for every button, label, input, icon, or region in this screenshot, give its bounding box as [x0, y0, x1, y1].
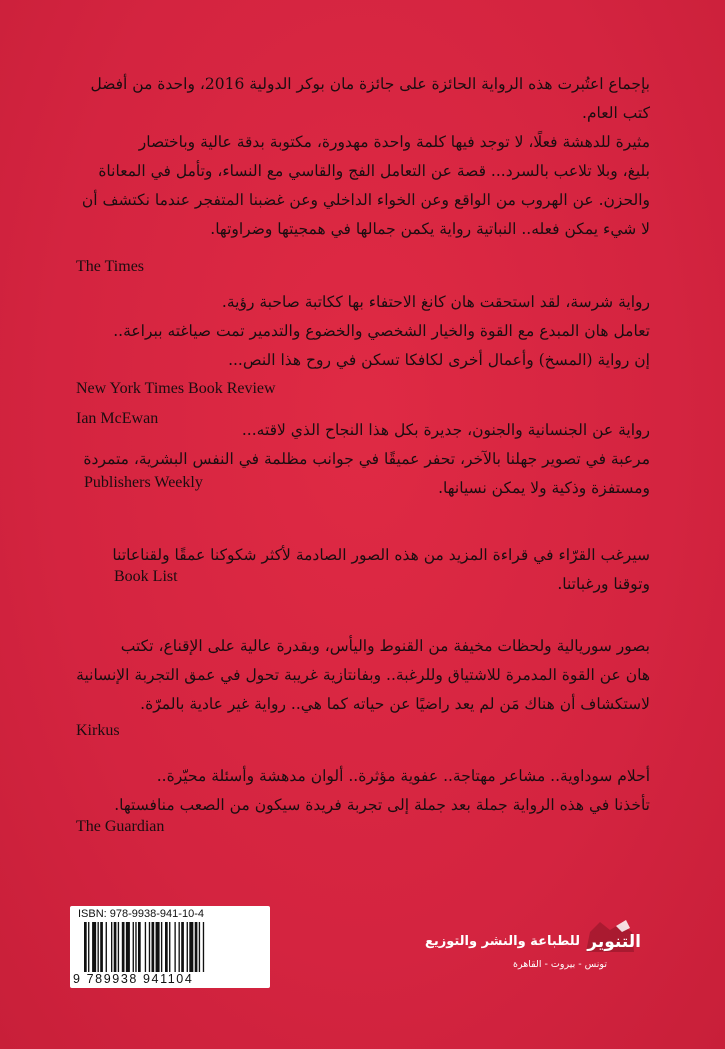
review-line: بليغ، وبلا تلاعب بالسرد... قصة عن التعامل الفج والقاسي مع النساء، وتأمل في المعاناة: [98, 162, 650, 180]
review-line: مثيرة للدهشة فعلًا، لا توجد فيها كلمة واحدة مهدورة، مكتوبة بدقة عالية وباختصار: [138, 133, 650, 151]
review-line: رواية عن الجنسانية والجنون، جديرة بكل هذا النجاح الذي لاقته...: [241, 421, 650, 439]
publisher-subtitle: للطباعة والنشر والتوزيع: [424, 934, 580, 949]
review-block-kirkus: [70, 632, 650, 719]
publisher-logo: [410, 912, 650, 982]
review-line: إن رواية (المسخ) وأعمال أخرى لكافكا تسكن في روح هذا النص...: [228, 351, 650, 369]
review-line: كتب العام.: [582, 104, 650, 122]
review-line: بصور سوريالية ولحظات مخيفة من القنوط واليأس، وبقدرة عالية على الإقناع، تكتب: [120, 637, 650, 655]
review-line: ومستفزة وذكية ولا يمكن نسيانها.: [438, 479, 650, 497]
review-line: بإجماع اعتُبرت هذه الرواية الحائزة على جائزة مان بوكر الدولية 2016، واحدة من أفضل: [90, 75, 650, 93]
review-block-times: [70, 70, 650, 244]
review-line: تعامل هان المبدع مع القوة والخيار الشخصي والخضوع والتدمير تمت صياغته ببراعة..: [113, 322, 650, 340]
review-source-kirkus: Kirkus: [76, 722, 120, 739]
barcode-bars: [84, 922, 264, 972]
review-source-nyt: New York Times Book Review: [76, 380, 276, 397]
review-block-nyt: [70, 288, 650, 375]
review-source-book-list: Book List: [114, 568, 178, 585]
review-line: هان عن القوة المدمرة للاشتياق وللرغبة.. وبفانتازية غريبة تحول في عمق التجربة الإنسانية: [76, 666, 650, 684]
review-line: تأخذنا في هذه الرواية جملة بعد جملة إلى تجربة فريدة سيكون من الصعب منافستها.: [114, 796, 650, 814]
review-source-times: The Times: [76, 258, 145, 275]
review-line: مرعبة في تصوير جهلنا بالآخر، تحفر عميقًا في جوانب مظلمة في النفس البشرية، متمردة: [83, 450, 650, 468]
review-line: لاستكشاف أن هناك مَن لم يعد راضيًا عن حياته كما هي.. رواية غير عادية بالمرّة.: [140, 695, 650, 713]
review-line: أحلام سوداوية.. مشاعر مهتاجة.. عفوية مؤثرة.. ألوان مدهشة وأسئلة محيّرة..: [156, 767, 650, 785]
review-line: والحزن. عن الهروب من الواقع وعن الخواء الداخلي وعن غضبنا المتفجر عندما نكتشف أن: [81, 191, 650, 209]
review-line: لا شيء يمكن فعله.. النباتية رواية يكمن جمالها في همجيتها وضراوتها.: [210, 220, 650, 238]
publisher-name: التنوير: [587, 932, 641, 952]
review-source-mcewan: Ian McEwan: [76, 410, 159, 427]
isbn-text: ISBN: 978-9938-941-10-4: [78, 908, 204, 920]
review-line: رواية شرسة، لقد استحقت هان كانغ الاحتفاء بها ككاتبة صاحبة رؤية.: [221, 293, 650, 311]
review-block-guardian: [70, 762, 650, 820]
review-source-guardian: The Guardian: [76, 818, 165, 835]
isbn-barcode: [70, 906, 270, 988]
review-line: وتوقنا ورغباتنا.: [557, 575, 650, 593]
review-source-publishers-weekly: Publishers Weekly: [84, 474, 203, 491]
review-line: سيرغب القرّاء في قراءة المزيد من هذه الصور الصادمة لأكثر شكوكنا عمقًا ولقناعاتنا: [112, 546, 650, 564]
barcode-digits: 9 789938 941104: [73, 972, 194, 986]
publisher-cities: تونس - بيروت - القاهرة: [513, 959, 607, 970]
